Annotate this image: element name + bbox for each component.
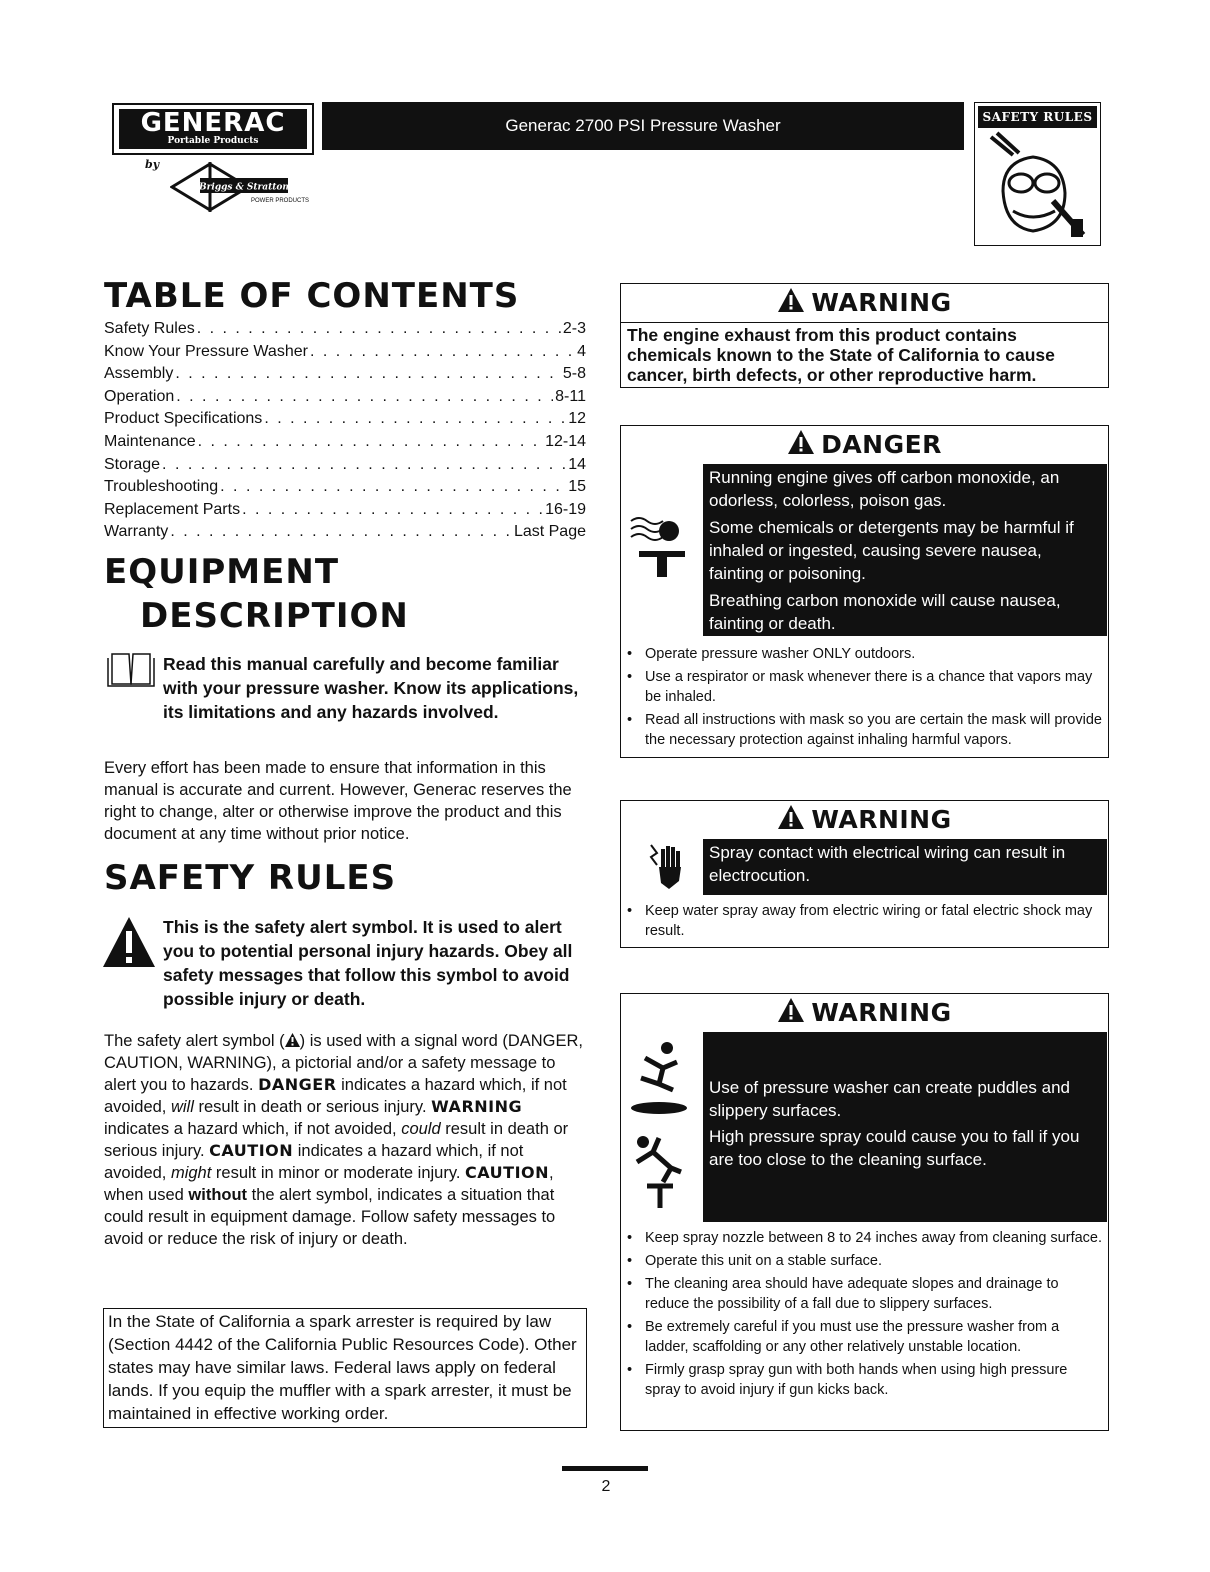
toc-label: Replacement Parts — [104, 500, 241, 518]
slip-message: Use of pressure washer can create puddles and slippery surfaces. — [709, 1078, 1070, 1120]
toc-page: 12 — [568, 410, 586, 428]
toc-row[interactable] — [104, 454, 586, 477]
toc-label: Assembly — [104, 365, 174, 383]
warning-alert-icon — [777, 997, 805, 1023]
electrocution-message: Spray contact with electrical wiring can result in electrocution. — [703, 839, 1107, 895]
toc-heading: TABLE OF CONTENTS — [104, 276, 520, 316]
electrocution-bullets — [623, 901, 1105, 941]
toc-page: 14 — [568, 455, 586, 473]
slip-fall-messages — [703, 1032, 1107, 1222]
toc-page: 5-8 — [562, 365, 586, 383]
list-item: • Keep spray nozzle between 8 to 24 inches away from cleaning surface. — [623, 1228, 1105, 1248]
warning-header: WARNING — [621, 801, 1108, 839]
toc-page: Last Page — [513, 523, 586, 541]
logo-text: GENERAC — [140, 108, 286, 138]
toc-page: 15 — [568, 478, 586, 496]
toc-label: Maintenance — [104, 432, 196, 450]
toc-label: Operation — [104, 387, 175, 405]
safety-paragraph: The safety alert symbol ( ) is used with a signal word (DANGER, CAUTION, WARNING), a pictorial and/or a safety message to alert you to hazards. DANGER indicates a hazard which, if not avoided, will result in death or serious injury. WARNING indicates a hazard which, if not avoided, could result in death or serious injury. CAUTION indicates a hazard which, if not avoided, might result in minor or moderate injury. CAUTION, when used without the alert symbol, indicates a situation that could result in equipment damage. Follow safety messages to avoid or reduce the risk of injury or death. — [104, 1032, 584, 1248]
list-item: • Read all instructions with mask so you are certain the mask will provide the necessary protection against inhaling harmful vapors. — [623, 710, 1105, 750]
warning-box-electrocution — [620, 800, 1109, 948]
danger-message: Breathing carbon monoxide will cause nausea, fainting or death. — [709, 591, 1061, 633]
list-item: • Operate pressure washer ONLY outdoors. — [623, 644, 1105, 664]
list-item: • Keep water spray away from electric wiring or fatal electric shock may result. — [623, 901, 1105, 941]
list-item: • Be extremely careful if you must use the pressure washer from a ladder, scaffolding or any other relatively unstable location. — [623, 1317, 1105, 1357]
maker-sub-text: POWER PRODUCTS — [250, 198, 310, 204]
table-of-contents — [104, 318, 586, 544]
toc-row[interactable] — [104, 318, 586, 341]
goggles-spray-gun-icon — [983, 131, 1091, 241]
page-number: 2 — [601, 1478, 611, 1495]
toc-row[interactable] — [104, 408, 586, 431]
danger-header: DANGER — [621, 426, 1108, 464]
warning-box-exhaust — [620, 283, 1109, 388]
warning-alert-icon — [777, 287, 805, 313]
slip-fall-bullets — [623, 1228, 1105, 1400]
toc-label: Warranty — [104, 523, 169, 541]
toc-label: Safety Rules — [104, 320, 195, 337]
page-rule — [562, 1466, 648, 1471]
toc-label: Product Specifications — [104, 410, 263, 428]
slippery-surface-icon — [629, 1038, 695, 1123]
book-icon — [104, 650, 158, 695]
danger-bullets — [623, 644, 1105, 750]
toc-page: 12-14 — [545, 432, 586, 450]
safety-badge-label: SAFETY RULES — [978, 106, 1097, 128]
logo-subtitle: Portable Products — [167, 136, 259, 146]
danger-message: Running engine gives off carbon monoxide, an odorless, colorless, poison gas. — [709, 468, 1060, 510]
danger-messages — [703, 464, 1107, 636]
toc-label: Storage — [104, 455, 161, 473]
safety-rules-badge — [974, 102, 1101, 246]
toc-row[interactable] — [104, 431, 586, 454]
danger-message: Some chemicals or detergents may be harmful if inhaled or ingested, causing severe nausea, fainting or poisoning. — [709, 518, 1074, 583]
list-item: • The cleaning area should have adequate slopes and drainage to reduce the possibility of a fall due to slippery surfaces. — [623, 1274, 1105, 1314]
exhaust-warning-text: The engine exhaust from this product contains chemicals known to the State of California to cause cancer, birth defects, or other reproductive harm. — [621, 322, 1108, 387]
list-item: • Use a respirator or mask whenever there is a chance that vapors may be inhaled. — [623, 667, 1105, 707]
description-heading: DESCRIPTION — [140, 596, 409, 636]
toc-page: 8-11 — [555, 387, 586, 405]
alert-symbol-note: This is the safety alert symbol. It is used to alert you to potential personal injury hazards. Obey all safety messages that follow this symbol to avoid possible injury or death. — [163, 917, 573, 1009]
toc-page: 2-3 — [562, 320, 586, 337]
toc-row[interactable] — [104, 499, 586, 522]
toc-row[interactable] — [104, 521, 586, 544]
by-label: by — [145, 158, 160, 171]
slip-message: High pressure spray could cause you to fall if you are too close to the cleaning surface. — [709, 1127, 1080, 1169]
warning-box-slip-fall — [620, 993, 1109, 1431]
toc-row[interactable] — [104, 341, 586, 364]
falling-person-icon — [633, 1128, 693, 1215]
toc-label: Troubleshooting — [104, 478, 219, 496]
california-spark-arrester-note: In the State of California a spark arrester is required by law (Section 4442 of the California Public Resources Code). Other states may have similar laws. Federal laws apply on federal lands. If you equip the muffler with a spark arrester, it must be maintained in effective working order. — [103, 1308, 587, 1428]
maker-text: Briggs & Stratton — [199, 182, 289, 193]
equipment-paragraph: Every effort has been made to ensure that information in this manual is accurate and current. However, Generac reserves the right to change, alter or otherwise improve the product and this document at any time without prior notice. — [104, 759, 572, 843]
briggs-stratton-logo — [170, 162, 320, 217]
equipment-heading: EQUIPMENT — [104, 552, 340, 592]
safety-alert-icon — [101, 915, 157, 974]
warning-header: WARNING — [621, 994, 1108, 1032]
electric-shock-hand-icon — [647, 843, 687, 896]
toxic-fumes-icon — [625, 511, 695, 586]
toc-page: 4 — [577, 342, 586, 360]
danger-alert-icon — [787, 429, 815, 455]
safety-rules-heading: SAFETY RULES — [104, 858, 397, 898]
toc-row[interactable] — [104, 386, 586, 409]
warning-alert-icon — [777, 804, 805, 830]
toc-page: 16-19 — [545, 500, 586, 518]
inline-alert-icon — [285, 1033, 300, 1047]
warning-header: WARNING — [621, 284, 1108, 322]
list-item: • Firmly grasp spray gun with both hands when using high pressure spray to avoid injury if gun kicks back. — [623, 1360, 1105, 1400]
generac-logo — [112, 103, 314, 155]
danger-box — [620, 425, 1109, 758]
read-manual-note: Read this manual carefully and become familiar with your pressure washer. Know its applications, its limitations and any hazards involved. — [163, 654, 579, 722]
toc-row[interactable] — [104, 476, 586, 499]
list-item: • Operate this unit on a stable surface. — [623, 1251, 1105, 1271]
toc-label: Know Your Pressure Washer — [104, 342, 308, 360]
product-title-bar: Generac 2700 PSI Pressure Washer — [322, 102, 964, 150]
toc-row[interactable] — [104, 363, 586, 386]
